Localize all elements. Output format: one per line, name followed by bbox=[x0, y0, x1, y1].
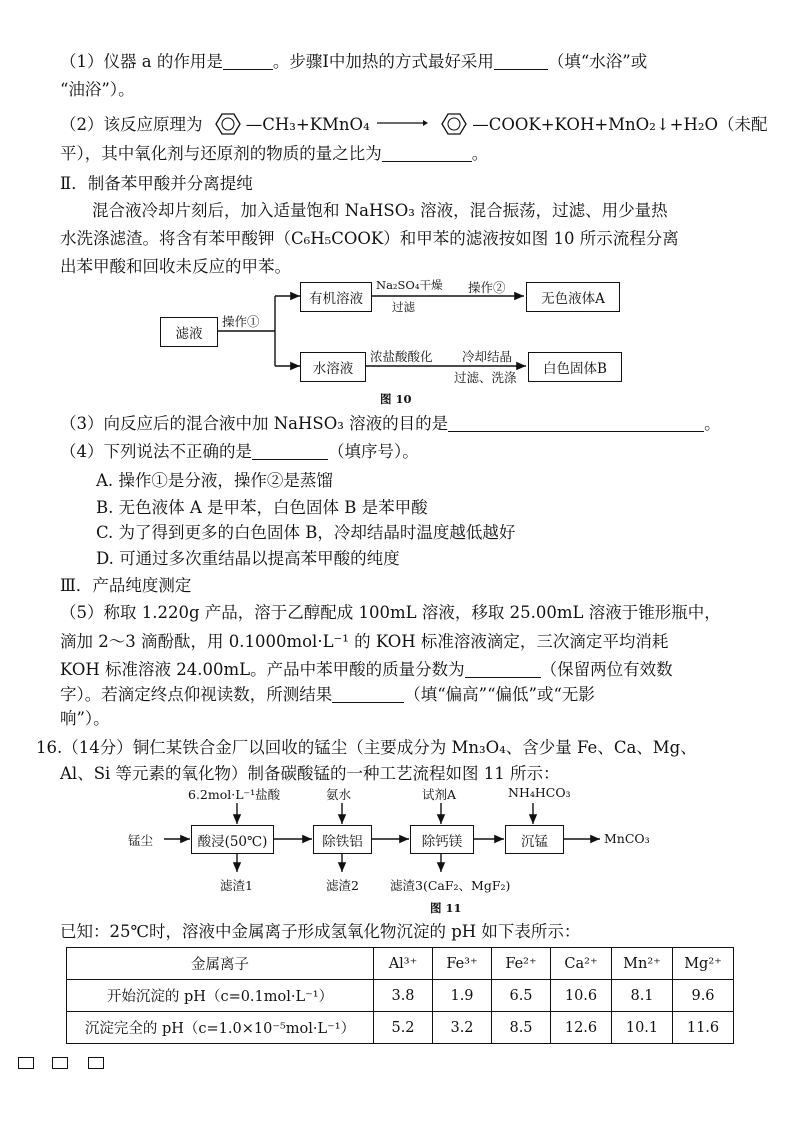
fig11-precipitate-mn-box: 沉锰 bbox=[505, 825, 564, 854]
ph-cell: 1.9 bbox=[433, 980, 492, 1012]
section-2-para-line1: 混合液冷却片刻后，加入适量饱和 NaHSO₃ 溶液，混合振荡，过滤、用少量热 bbox=[92, 201, 668, 220]
ph-cell: 6.5 bbox=[492, 980, 551, 1012]
ph-cell: 5.2 bbox=[374, 1012, 433, 1044]
fig10-acidify-label: 浓盐酸酸化 bbox=[370, 349, 433, 364]
footer-square-icon bbox=[18, 1057, 34, 1069]
q5-line3: KOH 标准溶液 24.00mL。产品中苯甲酸的质量分数为 （保留两位有效数 bbox=[60, 660, 673, 679]
fig10-filtrate-box: 滤液 bbox=[160, 317, 218, 347]
q4-option-c: C. 为了得到更多的白色固体 B，冷却结晶时温度越低越好 bbox=[96, 523, 516, 542]
fig11-nh4hco3-label: NH₄HCO₃ bbox=[508, 785, 571, 800]
known-statement: 已知：25℃时，溶液中金属离子形成氢氧化物沉淀的 pH 如下表所示： bbox=[60, 922, 581, 941]
q16-line2: Al、Si 等元素的氧化物）制备碳酸锰的一种工艺流程如图 11 所示： bbox=[60, 764, 560, 783]
ph-row-label: 开始沉淀的 pH（c=0.1mol·L⁻¹） bbox=[67, 980, 374, 1012]
fig11-dust-label: 锰尘 bbox=[128, 833, 154, 848]
fig11-residue-1-label: 滤渣1 bbox=[220, 878, 253, 893]
fig11-remove-fe-al-box: 除铁铝 bbox=[313, 825, 372, 854]
fig10-liquid-a-box: 无色液体A bbox=[526, 282, 620, 312]
ph-header-cell: Ca²⁺ bbox=[551, 948, 612, 980]
fig10-op2-label: 操作② bbox=[468, 280, 506, 295]
ph-cell: 9.6 bbox=[673, 980, 734, 1012]
section-2-para-line2: 水洗涤滤渣。将含有苯甲酸钾（C₆H₅COOK）和甲苯的滤液按如图 10 所示流程分离 bbox=[60, 229, 679, 248]
fig11-reagent-a-label: 试剂A bbox=[422, 787, 457, 802]
ph-header-cell: Fe²⁺ bbox=[492, 948, 551, 980]
fig10-wash-label: 过滤、洗涤 bbox=[454, 370, 517, 385]
q5-line1: （5）称取 1.220g 产品，溶于乙醇配成 100mL 溶液，移取 25.00mL 溶液于锥形瓶中， bbox=[60, 603, 721, 622]
fig11-residue-3-label: 滤渣3(CaF₂、MgF₂) bbox=[390, 878, 511, 893]
footer-square-icon bbox=[52, 1057, 68, 1069]
fig10-dry-label: Na₂SO₄干燥 bbox=[376, 278, 443, 292]
q3-line: （3）向反应后的混合液中加 NaHSO₃ 溶液的目的是 。 bbox=[60, 414, 721, 433]
q2-line1: （2）该反应原理为 —CH₃+KMnO₄ —COOK+KOH+MnO₂↓+H₂O（未配 bbox=[60, 111, 768, 137]
section-2-title: Ⅱ．制备苯甲酸并分离提纯 bbox=[60, 174, 253, 193]
fig11-leach-box: 酸浸(50℃) bbox=[191, 825, 274, 854]
ph-cell: 8.1 bbox=[612, 980, 673, 1012]
section-3-title: Ⅲ．产品纯度测定 bbox=[60, 576, 192, 595]
q16-line1: 16.（14分）铜仁某铁合金厂以回收的锰尘（主要成分为 Mn₃O₄、含少量 Fe、Ca、Mg、 bbox=[36, 738, 697, 757]
ph-cell: 3.8 bbox=[374, 980, 433, 1012]
fig10-solid-b-box: 白色固体B bbox=[528, 352, 622, 382]
q5-line5: 响”）。 bbox=[60, 709, 110, 728]
fig11-residue-2-label: 滤渣2 bbox=[326, 878, 359, 893]
fig11-hcl-label: 6.2mol·L⁻¹盐酸 bbox=[188, 787, 281, 802]
q2-line2: 平），其中氧化剂与还原剂的物质的量之比为 。 bbox=[60, 144, 489, 163]
ph-cell: 8.5 bbox=[492, 1012, 551, 1044]
ph-table-row bbox=[67, 1012, 734, 1044]
ph-row-label: 沉淀完全的 pH（c=1.0×10⁻⁵mol·L⁻¹） bbox=[67, 1012, 374, 1044]
ph-cell: 10.1 bbox=[612, 1012, 673, 1044]
q5-line4: 字）。若滴定终点仰视读数，所测结果 （填“偏高”“偏低”或“无影 bbox=[60, 685, 595, 704]
q4-option-a: A. 操作①是分液，操作②是蒸馏 bbox=[96, 471, 333, 490]
fig10-filter-label: 过滤 bbox=[392, 300, 415, 314]
footer-square-icon bbox=[88, 1057, 104, 1069]
ph-header-cell: Mn²⁺ bbox=[612, 948, 673, 980]
fig10-aqueous-box: 水溶液 bbox=[300, 352, 366, 382]
q1-line1: （1）仪器 a 的作用是 。步骤Ⅰ中加热的方式最好采用 （填“水浴”或 bbox=[60, 52, 648, 71]
q1-line2: “油浴”）。 bbox=[60, 80, 135, 99]
fig11-remove-ca-mg-box: 除钙镁 bbox=[410, 825, 474, 854]
section-2-para-line3: 出苯甲酸和回收未反应的甲苯。 bbox=[60, 257, 291, 276]
q4-option-b: B. 无色液体 A 是甲苯，白色固体 B 是苯甲酸 bbox=[96, 498, 428, 517]
q4-stem: （4）下列说法不正确的是 （填序号）。 bbox=[60, 442, 419, 461]
fig10-cool-label: 冷却结晶 bbox=[462, 349, 513, 364]
ph-table-row bbox=[67, 980, 734, 1012]
ph-cell: 3.2 bbox=[433, 1012, 492, 1044]
ph-cell: 10.6 bbox=[551, 980, 612, 1012]
fig11-ammonia-label: 氨水 bbox=[326, 787, 352, 802]
q4-option-d: D. 可通过多次重结晶以提高苯甲酸的纯度 bbox=[96, 549, 400, 568]
ph-header-cell: 金属离子 bbox=[67, 948, 374, 980]
fig10-caption: 图 10 bbox=[380, 392, 412, 406]
fig10-op1-label: 操作① bbox=[222, 314, 260, 329]
fig11-caption: 图 11 bbox=[430, 901, 462, 915]
ph-cell: 11.6 bbox=[673, 1012, 734, 1044]
ph-header-cell: Al³⁺ bbox=[374, 948, 433, 980]
ph-header-cell: Fe³⁺ bbox=[433, 948, 492, 980]
fig10-organic-box: 有机溶液 bbox=[300, 282, 372, 312]
fig11-product-label: MnCO₃ bbox=[604, 831, 650, 846]
ph-table bbox=[66, 947, 734, 1044]
ph-cell: 12.6 bbox=[551, 1012, 612, 1044]
ph-table-header-row bbox=[67, 948, 734, 980]
ph-header-cell: Mg²⁺ bbox=[673, 948, 734, 980]
q5-line2: 滴加 2～3 滴酚酞，用 0.1000mol·L⁻¹ 的 KOH 标准溶液滴定，三次滴定平均消耗 bbox=[60, 632, 669, 651]
